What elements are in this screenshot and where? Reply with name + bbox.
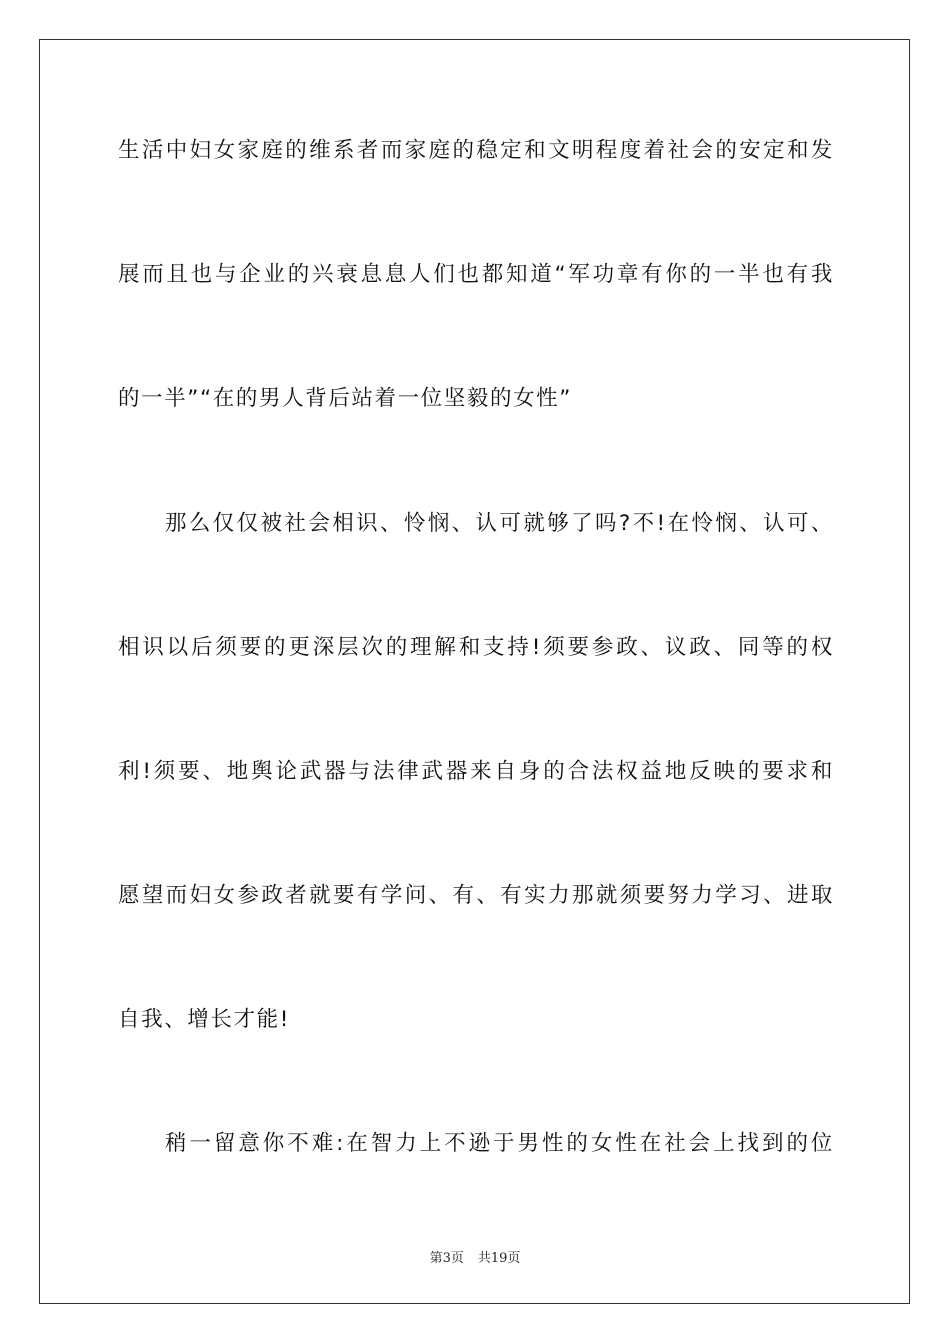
text-line-1: 生活中妇女家庭的维系者而家庭的稳定和文明程度着社会的安定和发 (118, 138, 834, 163)
text-line-9: 稍一留意你不难:在智力上不逊于男性的女性在社会上找到的位 (165, 1131, 834, 1156)
text-line-6: 利!须要、地舆论武器与法律武器来自身的合法权益地反映的要求和 (118, 759, 834, 784)
page-border (39, 39, 910, 1304)
page-footer (0, 1247, 950, 1266)
page-number: 第3页 (429, 1251, 464, 1266)
text-line-2: 展而且也与企业的兴衰息息人们也都知道“军功章有你的一半也有我 (118, 262, 834, 287)
text-line-4: 那么仅仅被社会相识、怜悯、认可就够了吗?不!在怜悯、认可、 (165, 511, 834, 536)
text-line-7: 愿望而妇女参政者就要有学问、有、有实力那就须要努力学习、进取 (118, 883, 834, 908)
page-total: 共19页 (477, 1251, 521, 1266)
text-line-5: 相识以后须要的更深层次的理解和支持!须要参政、议政、同等的权 (118, 635, 834, 660)
text-line-8: 自我、增长才能! (118, 1007, 290, 1032)
text-line-3: 的一半”“在的男人背后站着一位坚毅的女性” (118, 386, 573, 411)
